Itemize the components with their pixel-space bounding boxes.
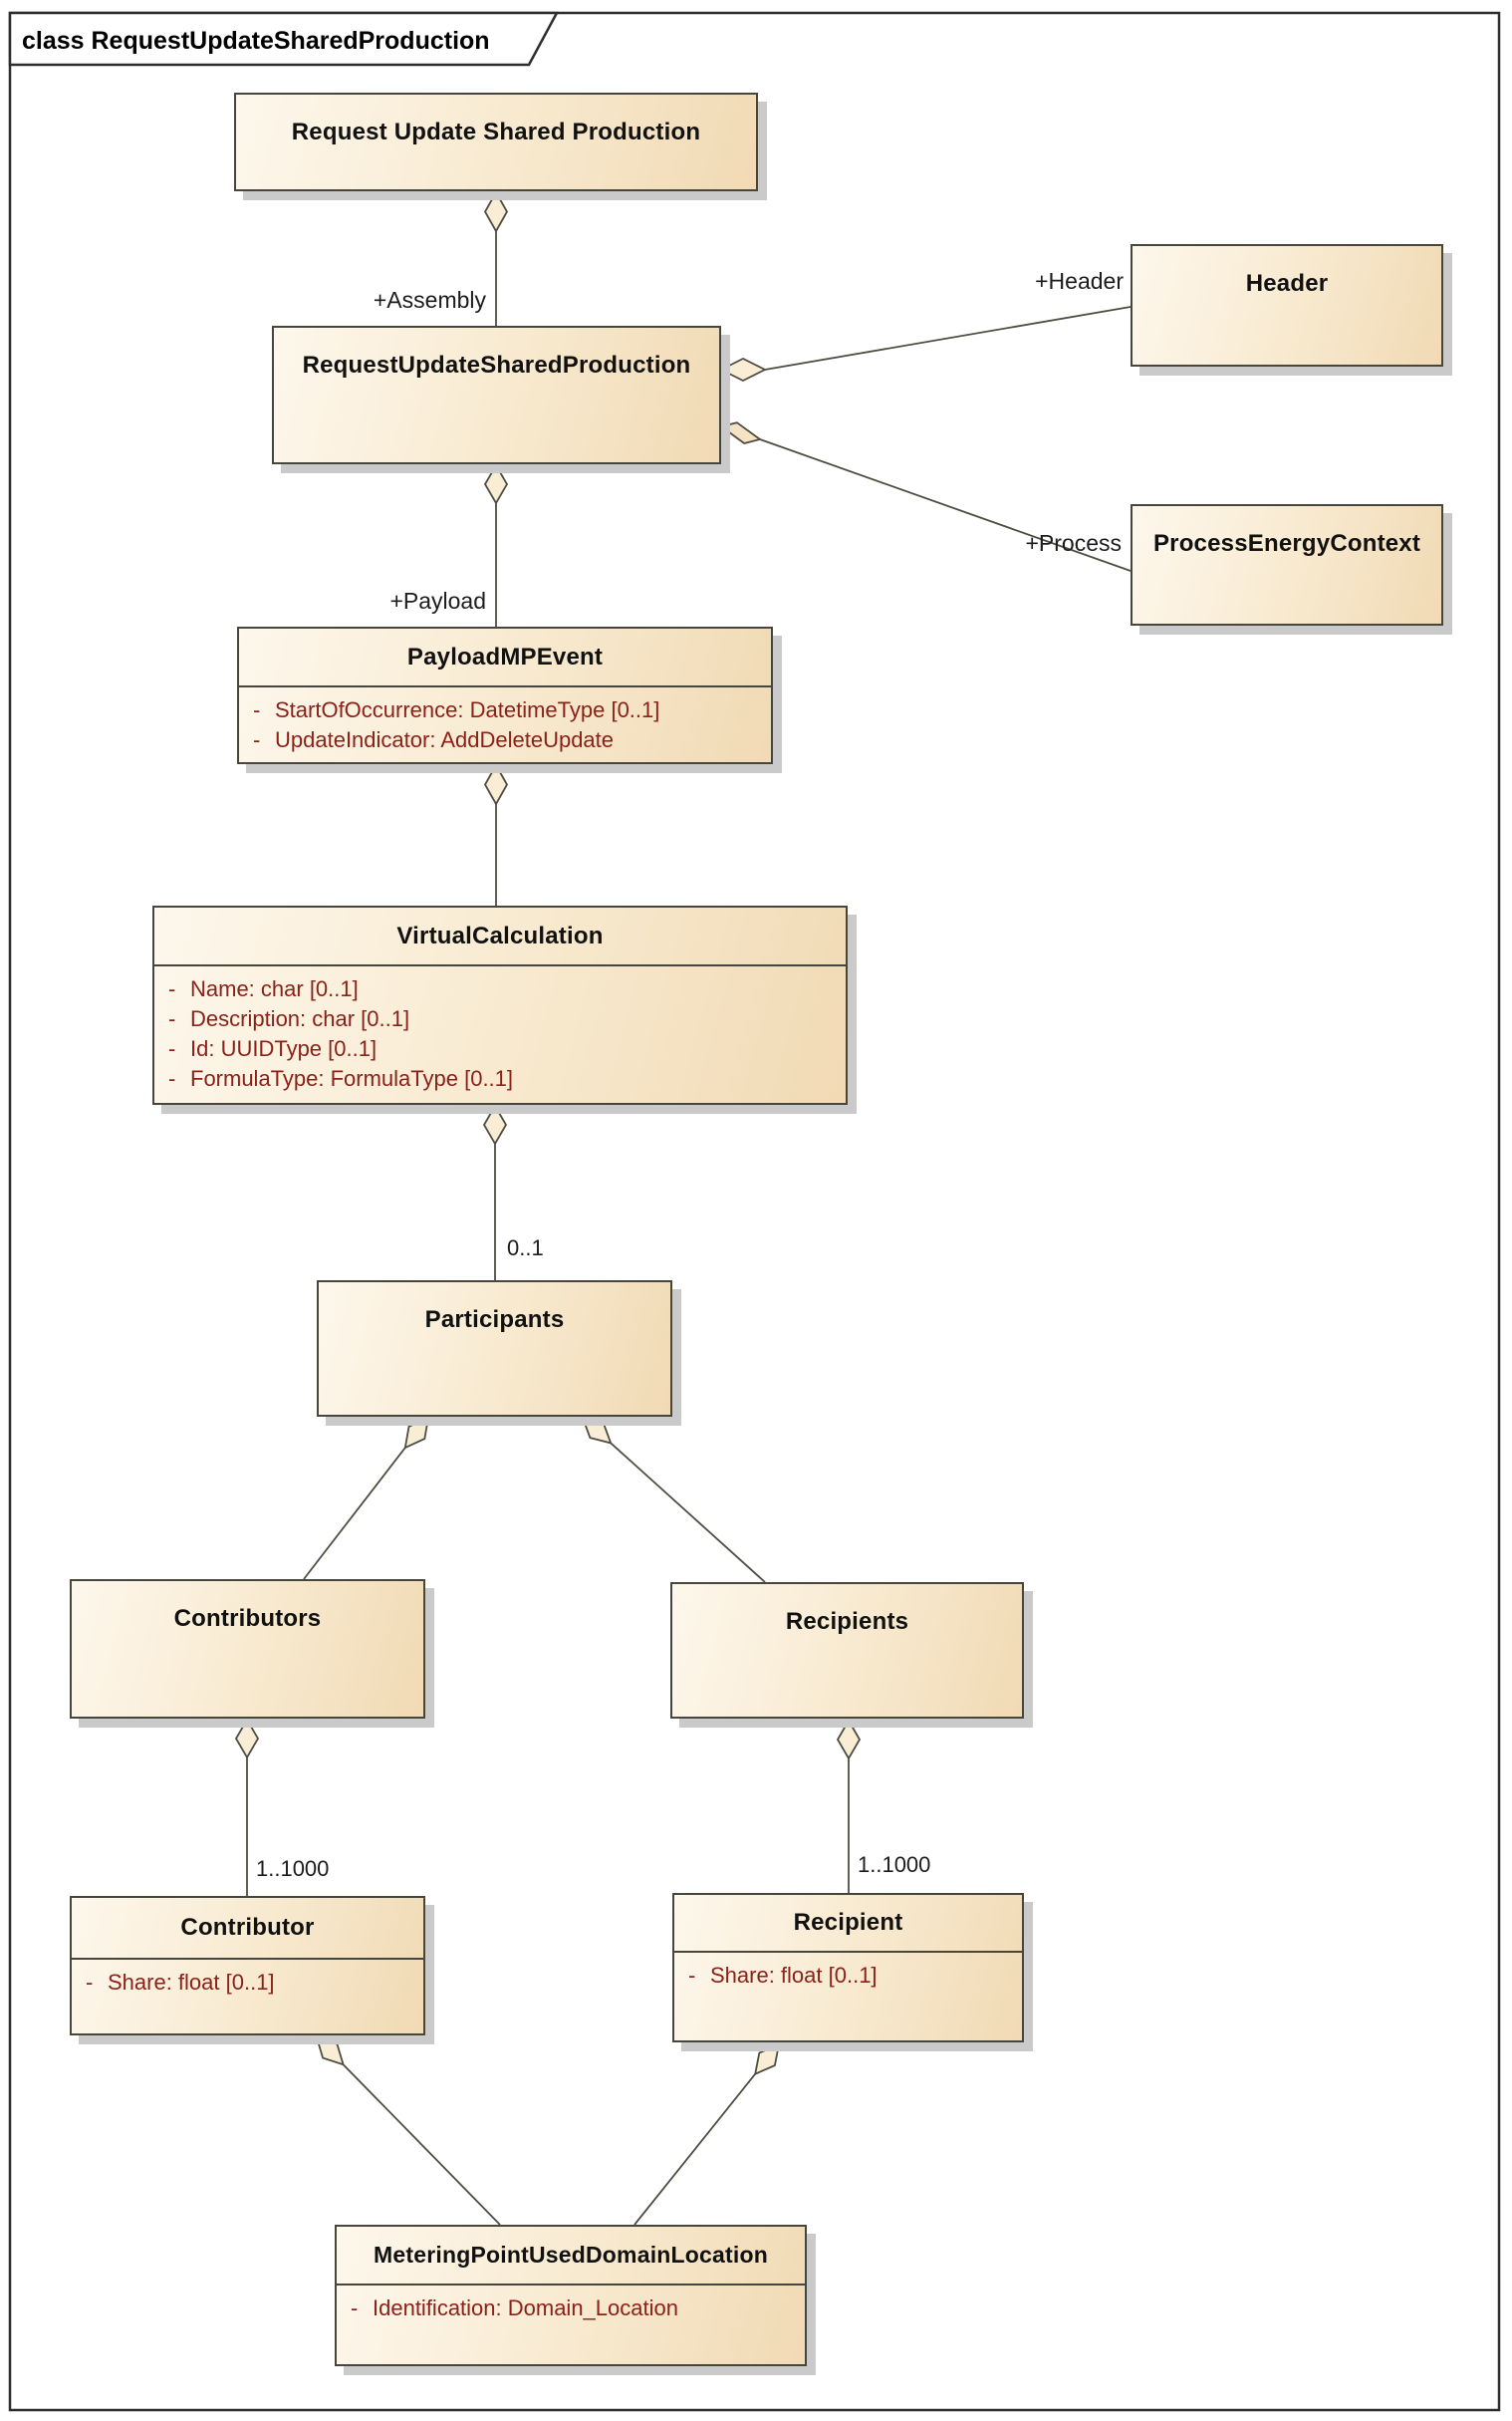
visibility-marker: -	[86, 1970, 94, 1995]
connector-contributor-meteringpoint	[344, 2064, 500, 2225]
class-title: RequestUpdateSharedProduction	[302, 352, 691, 379]
visibility-marker: -	[688, 1963, 696, 1988]
class-title: PayloadMPEvent	[406, 643, 604, 671]
class-title: Recipients	[785, 1608, 909, 1635]
multiplicity-label-recipient: 1..1000	[858, 1852, 931, 1877]
attributes-compartment	[239, 685, 771, 755]
aggregation-diamond-process	[721, 422, 760, 443]
role-label-payload: +Payload	[389, 588, 486, 614]
class-title: Request Update Shared Production	[291, 119, 701, 145]
attribute-text: UpdateIndicator: AddDeleteUpdate	[275, 727, 615, 752]
aggregation-diamond-header	[721, 359, 765, 381]
role-label-process: +Process	[1025, 530, 1122, 556]
connector-recipients	[611, 1443, 765, 1582]
multiplicity-label-contributor: 1..1000	[256, 1856, 330, 1881]
attribute-text: Share: float [0..1]	[710, 1963, 878, 1988]
attribute-row	[154, 1034, 846, 1064]
attribute-row	[239, 695, 771, 725]
aggregation-diamond-participants	[484, 1106, 506, 1144]
class-box-requestupdatesharedproduction[interactable]	[272, 326, 721, 464]
class-box-participants[interactable]	[317, 1280, 672, 1417]
visibility-marker: -	[168, 1036, 176, 1061]
class-title-compartment	[674, 1895, 1022, 1951]
class-box-contributor[interactable]	[70, 1896, 425, 2035]
visibility-marker: -	[253, 697, 261, 722]
connector-header	[765, 307, 1131, 370]
class-title: Header	[1245, 270, 1329, 297]
class-title: ProcessEnergyContext	[1152, 530, 1421, 557]
class-title: MeteringPointUsedDomainLocation	[374, 2242, 768, 2268]
class-title-compartment	[154, 908, 846, 964]
aggregation-diamond-contributor-mp	[317, 2037, 344, 2064]
attribute-text: Id: UUIDType [0..1]	[190, 1036, 378, 1061]
attributes-compartment	[337, 2284, 805, 2323]
class-title-compartment	[72, 1898, 423, 1958]
aggregation-diamond-assembly	[485, 192, 507, 231]
attributes-compartment	[154, 964, 846, 1094]
class-box-header[interactable]	[1131, 244, 1443, 367]
class-box-payloadmpevent[interactable]	[237, 627, 773, 764]
visibility-marker: -	[168, 1006, 176, 1031]
attribute-text: Description: char [0..1]	[190, 1006, 410, 1031]
class-title-compartment	[239, 629, 771, 685]
class-box-virtualcalculation[interactable]	[152, 906, 848, 1105]
attribute-text: FormulaType: FormulaType [0..1]	[190, 1066, 514, 1091]
class-box-recipients[interactable]	[670, 1582, 1024, 1719]
visibility-marker: -	[168, 1066, 176, 1091]
aggregation-diamond-virtualcalculation	[485, 765, 507, 804]
aggregation-diamond-recipients	[583, 1418, 611, 1443]
attribute-text: Name: char [0..1]	[190, 976, 359, 1001]
attribute-row	[154, 974, 846, 1004]
class-title-compartment	[337, 2227, 805, 2284]
attribute-text: Identification: Domain_Location	[373, 2295, 678, 2320]
attributes-compartment	[674, 1951, 1022, 1991]
attribute-row	[337, 2293, 805, 2323]
class-box-contributors[interactable]	[70, 1579, 425, 1719]
attribute-row	[154, 1064, 846, 1094]
attributes-compartment	[72, 1958, 423, 1998]
role-label-header: +Header	[1035, 268, 1124, 294]
class-title: VirtualCalculation	[396, 922, 604, 949]
attribute-text: StartOfOccurrence: DatetimeType [0..1]	[275, 697, 660, 722]
aggregation-diamond-contributor	[236, 1720, 258, 1757]
attribute-row	[239, 725, 771, 755]
class-box-recipient[interactable]	[672, 1893, 1024, 2042]
visibility-marker: -	[351, 2295, 359, 2320]
multiplicity-label-participants: 0..1	[507, 1235, 544, 1260]
class-title: Contributors	[173, 1605, 322, 1632]
role-label-assembly: +Assembly	[373, 287, 486, 313]
aggregation-diamond-recipient	[838, 1721, 860, 1758]
class-box-processenergycontext[interactable]	[1131, 504, 1443, 626]
aggregation-diamond-contributors	[405, 1418, 428, 1448]
class-box-meteringpointuseddomainlocation[interactable]	[335, 2225, 807, 2366]
connector-recipient-meteringpoint	[634, 2074, 755, 2225]
visibility-marker: -	[168, 976, 176, 1001]
aggregation-diamond-recipient-mp	[755, 2044, 779, 2074]
visibility-marker: -	[253, 727, 261, 752]
attribute-row	[154, 1004, 846, 1034]
aggregation-diamond-payload	[485, 465, 507, 503]
class-title: Participants	[424, 1306, 565, 1333]
class-title: Recipient	[793, 1909, 903, 1936]
attribute-text: Share: float [0..1]	[108, 1970, 275, 1995]
class-title: Contributor	[180, 1914, 315, 1941]
attribute-row	[72, 1968, 423, 1998]
class-box-request-update-shared-production-doc[interactable]	[234, 93, 758, 191]
attribute-row	[674, 1961, 1022, 1991]
diagram-frame-title: class RequestUpdateSharedProduction	[22, 27, 490, 55]
connector-contributors	[304, 1448, 405, 1579]
